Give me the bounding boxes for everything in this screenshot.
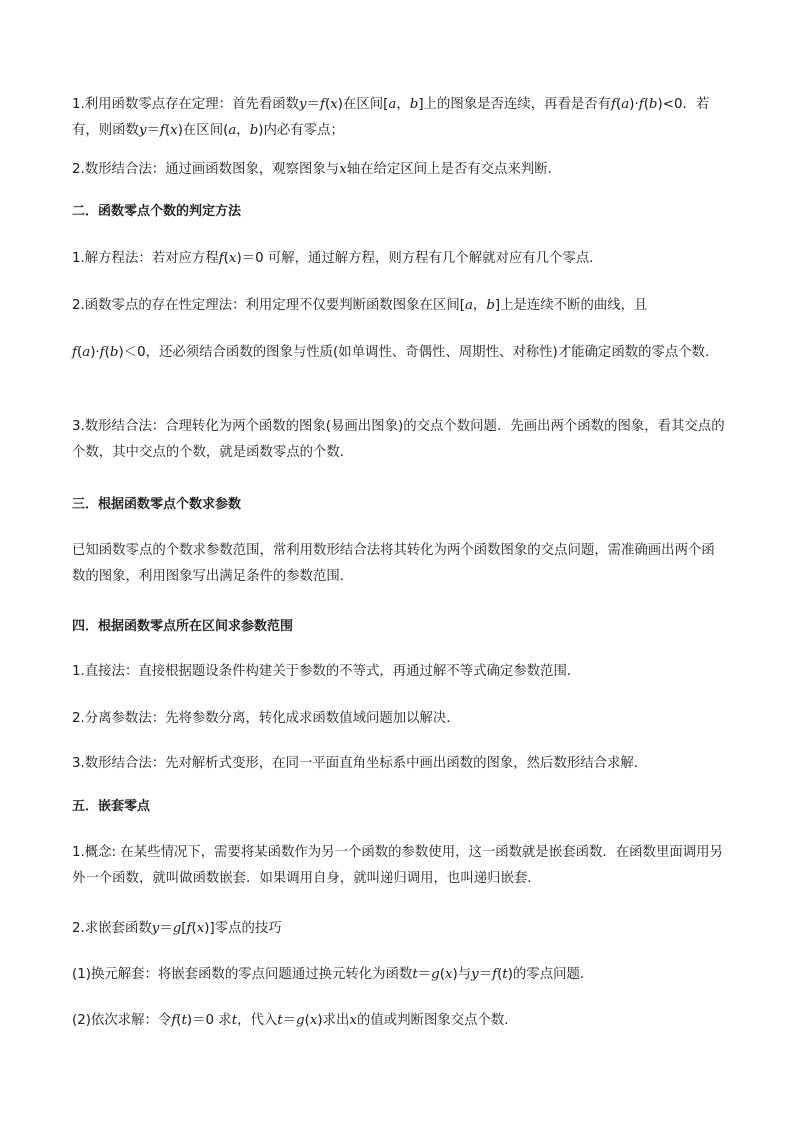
paragraph-parameter-count: 已知函数零点的个数求参数范围，常利用数形结合法将其转化为两个函数图象的交点问题，需准确画出两个函数的图象，利用图象写出满足条件的参数范围． [72, 543, 715, 584]
section-heading-4: 四．根据函数零点所在区间求参数范围 [72, 619, 294, 634]
paragraph-intersection-method: 3.数形结合法：合理转化为两个函数的图象(易画出图象)的交点个数问题．先画出两个函数的图象，看其交点的个数，其中交点的个数，就是函数零点的个数． [72, 419, 725, 460]
math-var: b [486, 298, 495, 313]
text: ＝ [306, 97, 320, 112]
section-heading-5: 五．嵌套零点 [72, 799, 151, 814]
text: )＜0，还必须结合函数的图象与性质(如单调性、奇偶性、周期性、对称性)才能确定函数的零点个数． [118, 345, 719, 360]
paragraph-separation-method: 2.分离参数法：先将参数分离，转化成求函数值域问题加以解决． [72, 711, 460, 726]
text: [ [181, 921, 187, 936]
math-var: x [228, 251, 237, 266]
text: )＝0 求 [186, 1013, 232, 1028]
math-var: b [648, 97, 658, 112]
text: ]上是连续不断的曲线，且 [494, 298, 648, 313]
math-var: b [109, 345, 119, 360]
math-var: y [471, 967, 479, 982]
math-var: f [99, 345, 105, 360]
math-var: x [349, 1013, 357, 1028]
math-var: b [249, 123, 259, 138]
text: ]上的图象是否连续，再看是否有 [418, 97, 612, 112]
text: ＝ [159, 921, 173, 936]
math-var: f [320, 97, 325, 112]
text: 1.利用函数零点存在定理：首先看函数 [72, 97, 300, 112]
math-var: x [339, 162, 347, 177]
math-var: x [444, 967, 453, 982]
text: )· [629, 97, 639, 112]
math-var: a [82, 345, 91, 360]
math-var: f [218, 251, 224, 266]
paragraph-existence-method-line1 [72, 293, 727, 319]
math-var: a [388, 97, 397, 112]
text: )＝0 可解，通过解方程，则方程有几个解就对应有几个零点． [236, 251, 603, 266]
text: ( [439, 967, 445, 982]
paragraph-direct-method: 1.直接法：直接根据题设条件构建关于参数的不等式，再通过解不等式确定参数范围． [72, 664, 581, 679]
text: ( [304, 1013, 310, 1028]
text: 2.数形结合法：通过画函数图象，观察图象与 [72, 162, 340, 177]
text: )<0．若有，则函数 [72, 97, 710, 138]
math-var: g [296, 1013, 305, 1028]
text: ， [396, 97, 410, 112]
text: ＝ [146, 123, 160, 138]
text: )在区间( [177, 123, 229, 138]
text: )· [90, 345, 100, 360]
paragraph-nested-concept: 1.概念: 在某些情况下，需要将某函数作为另一个函数的参数使用，这一函数就是嵌套函数．在函数里面调用另外一个函数，就叫做函数嵌套．如果调用自身，就叫递归调用，也叫递归嵌套． [72, 845, 723, 886]
paragraph-graphical-method [72, 157, 727, 183]
text: 轴在给定区间上是否有交点来判断． [346, 162, 562, 177]
text: ( [324, 97, 331, 112]
text: ( [223, 251, 229, 266]
math-var: g [172, 921, 182, 936]
text: )的零点问题． [507, 967, 594, 982]
text: ， [236, 123, 250, 138]
math-var: x [330, 97, 338, 112]
text: (2)依次求解：令 [72, 1013, 172, 1028]
math-var: f [492, 967, 498, 982]
math-var: t [412, 967, 418, 982]
paragraph-substitution [72, 962, 727, 988]
math-var: f [159, 123, 165, 138]
math-var: a [621, 97, 630, 112]
text: ( [164, 123, 171, 138]
math-var: f [186, 921, 192, 936]
math-var: g [431, 967, 440, 982]
text: )求出 [317, 1013, 350, 1028]
math-var: t [231, 1013, 238, 1028]
math-var: f [72, 345, 77, 360]
math-var: a [228, 123, 237, 138]
math-var: y [151, 921, 160, 936]
text: ＝ [417, 967, 432, 982]
math-var: x [170, 123, 178, 138]
math-var: t [181, 1013, 187, 1028]
text: 1.解方程法：若对应方程 [72, 251, 219, 266]
math-var: a [464, 298, 473, 313]
text: 2.函数零点的存在性定理法：利用定理不仅要判断函数图象在区间[ [72, 298, 465, 313]
text: (1)换元解套：将嵌套函数的零点问题通过换元转化为函数 [72, 967, 413, 982]
paragraph-equation-method [72, 246, 727, 272]
text: ＝ [478, 967, 493, 982]
math-var: f [611, 97, 617, 112]
paragraph-existence-method-line2 [72, 340, 727, 366]
text: ( [497, 967, 503, 982]
math-var: t [277, 1013, 283, 1028]
math-var: f [638, 97, 644, 112]
text: 的值或判断图象交点个数． [357, 1013, 518, 1028]
math-var: t [502, 967, 508, 982]
text: ， [472, 298, 487, 313]
text: )]零点的技巧 [204, 921, 282, 936]
text: ，代入 [237, 1013, 278, 1028]
text: ( [191, 921, 197, 936]
section-heading-3: 三．根据函数零点个数求参数 [72, 497, 242, 512]
math-var: b [409, 97, 419, 112]
text: ( [104, 345, 110, 360]
paragraph-graphing-method: 3.数形结合法：先对解析式变形，在同一平面直角坐标系中画出函数的图象，然后数形结合求解． [72, 756, 648, 771]
math-var: x [309, 1013, 318, 1028]
text: )内必有零点； [258, 123, 344, 138]
text: ( [616, 97, 622, 112]
math-var: y [138, 123, 147, 138]
text: ( [76, 345, 83, 360]
math-var: x [196, 921, 205, 936]
text: ( [643, 97, 649, 112]
text: )与 [452, 967, 472, 982]
paragraph-nested-technique [72, 916, 727, 942]
text: ＝ [282, 1013, 297, 1028]
math-var: y [299, 97, 307, 112]
paragraph-existence-theorem [72, 92, 727, 144]
section-heading-2: 二．函数零点个数的判定方法 [72, 204, 242, 219]
paragraph-sequential-solve [72, 1008, 727, 1034]
text: 2.求嵌套函数 [72, 921, 152, 936]
text: )在区间[ [337, 97, 389, 112]
math-var: f [171, 1013, 177, 1028]
text: ( [176, 1013, 182, 1028]
